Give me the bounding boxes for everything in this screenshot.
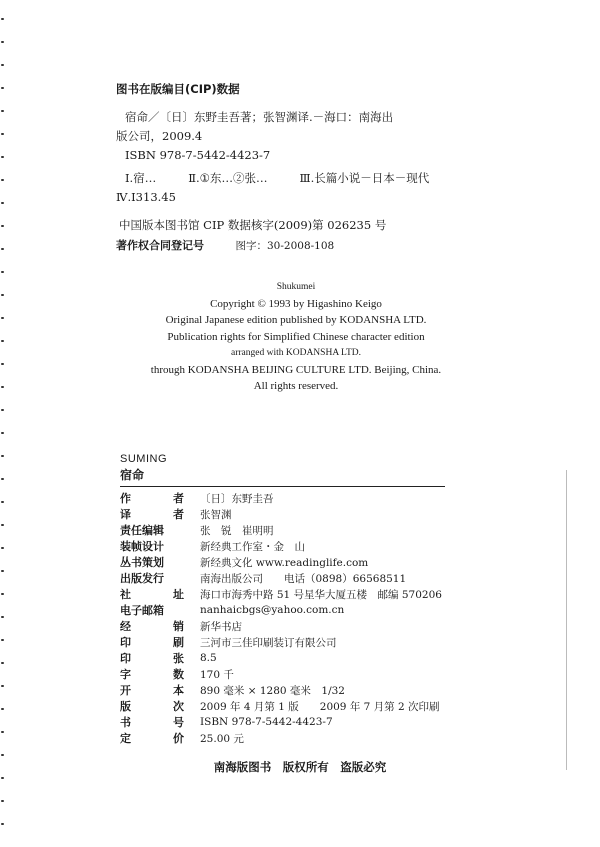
publication-label-part: 译 (120, 508, 131, 521)
publication-label-text (120, 666, 184, 682)
publication-value: 三河市三佳印刷装订有限公司 (200, 636, 337, 649)
publication-row (120, 522, 442, 538)
publication-label-part: 责任编辑 (120, 524, 164, 537)
publication-label-text (120, 634, 184, 650)
cip-class-c: Ⅲ.长篇小说－日本－现代 (299, 171, 430, 185)
publication-label-part: 经 (120, 620, 131, 633)
english-rights-line: Original Japanese edition published by KODANSHA LTD. (165, 314, 427, 326)
binding-mark (1, 409, 4, 411)
publication-label-part: 电子邮箱 (120, 604, 164, 617)
cip-classification (116, 169, 556, 207)
binding-mark (1, 386, 4, 388)
publication-label-text (120, 618, 184, 634)
english-rights-line: arranged with KODANSHA LTD. (231, 348, 361, 358)
english-rights-line: All rights reserved. (253, 380, 339, 392)
publication-value: 890 毫米 × 1280 毫米 1/32 (200, 684, 345, 697)
publication-label (120, 650, 198, 666)
publication-label (120, 714, 198, 730)
binding-mark (1, 731, 4, 733)
publication-label-part: 开 (120, 684, 131, 697)
publication-label (120, 618, 198, 634)
publication-label (120, 586, 198, 602)
cip-line-2: 版公司，2009.4 (116, 129, 203, 143)
title-divider (120, 486, 445, 487)
publication-value: 海口市海秀中路 51 号星华大厦五楼 邮编 570206 (200, 588, 442, 601)
publication-row (120, 586, 442, 602)
book-title-en: SUMING (120, 453, 167, 465)
publication-label-text (120, 714, 184, 730)
publication-value: 新经典文化 www.readinglife.com (200, 556, 369, 569)
publication-row (120, 538, 442, 554)
binding-mark (1, 18, 4, 20)
binding-mark (1, 202, 4, 204)
publication-label-part: 址 (173, 588, 184, 601)
binding-mark (1, 294, 4, 296)
publication-label-part: 印 (120, 652, 131, 665)
publication-label (120, 538, 198, 554)
publication-value: 南海出版公司 电话（0898）66568511 (200, 572, 407, 585)
publication-label (120, 634, 198, 650)
publication-value: 新经典工作室・金 山 (200, 540, 305, 553)
binding-edge (0, 0, 10, 847)
publication-label-part: 者 (173, 492, 184, 505)
english-rights-line: Copyright © 1993 by Higashino Keigo (210, 297, 382, 310)
binding-mark (1, 754, 4, 756)
cip-title: 图书在版编目(CIP)数据 (116, 82, 240, 96)
publication-row (120, 666, 442, 682)
publication-label-part: 印 (120, 636, 131, 649)
binding-mark (1, 271, 4, 273)
publication-label (120, 490, 198, 506)
publication-label-text (120, 522, 184, 538)
english-rights-notice (126, 279, 466, 395)
english-rights-line: Shukumei (276, 282, 316, 292)
publication-row (120, 682, 442, 698)
publication-label-part: 丛书策划 (120, 556, 164, 569)
publication-info (120, 453, 550, 746)
binding-mark (1, 363, 4, 365)
english-rights-line: through KODANSHA BEIJING CULTURE LTD. Beijing, China. (150, 363, 442, 376)
publication-label (120, 522, 198, 538)
publication-label-part: 作 (120, 492, 131, 505)
publication-label (120, 698, 198, 714)
publication-label-part: 出版发行 (120, 572, 164, 585)
binding-mark (1, 501, 4, 503)
publication-label-text (120, 538, 184, 554)
publication-label-text (120, 586, 184, 602)
publication-label (120, 506, 198, 522)
publication-value: 8.5 (200, 652, 217, 664)
english-rights-line: Publication rights for Simplified Chinese character edition (167, 330, 425, 343)
binding-mark (1, 432, 4, 434)
publication-label (120, 730, 198, 746)
binding-mark (1, 225, 4, 227)
publication-table (120, 490, 442, 746)
publication-row (120, 490, 442, 506)
cip-class-b: Ⅱ.①东…②张… (188, 171, 268, 185)
publication-label-part: 字 (120, 668, 131, 681)
publication-value: 新华书店 (200, 620, 242, 633)
binding-mark (1, 41, 4, 43)
publication-label-part: 销 (173, 620, 184, 633)
publication-row (120, 506, 442, 522)
publication-value: 〔日〕东野圭吾 (200, 492, 274, 505)
binding-mark (1, 547, 4, 549)
binding-mark (1, 662, 4, 664)
publication-label-text (120, 554, 184, 570)
binding-mark (1, 524, 4, 526)
publication-label (120, 602, 198, 618)
publication-value: 25.00 元 (200, 732, 244, 745)
binding-mark (1, 685, 4, 687)
publication-label-part: 书 (120, 716, 131, 729)
publication-value: 张 锐 崔明明 (200, 524, 274, 537)
cip-number: 中国版本图书馆 CIP 数据核字(2009)第 026235 号 (119, 218, 387, 232)
cip-class-d: Ⅳ.I313.45 (116, 190, 176, 204)
publication-row (120, 602, 442, 618)
binding-mark (1, 133, 4, 135)
publication-label-part: 社 (120, 588, 131, 601)
publication-label-text (120, 490, 184, 506)
publication-row (120, 634, 442, 650)
publication-label-text (120, 682, 184, 698)
binding-mark (1, 616, 4, 618)
publication-label-part: 定 (120, 732, 131, 745)
binding-mark (1, 156, 4, 158)
publication-row (120, 650, 442, 666)
publication-label-part: 本 (173, 684, 184, 697)
publication-label (120, 554, 198, 570)
footer-notice: 南海版图书 版权所有 盗版必究 (213, 760, 387, 774)
binding-mark (1, 570, 4, 572)
publication-label-part: 号 (173, 716, 184, 729)
publication-row (120, 730, 442, 746)
cip-isbn: ISBN 978-7-5442-4423-7 (125, 148, 271, 162)
publication-label-part: 装帧设计 (120, 540, 164, 553)
publication-label-part: 者 (173, 508, 184, 521)
publication-label-part: 数 (173, 668, 184, 681)
binding-mark (1, 777, 4, 779)
publication-label-text (120, 730, 184, 746)
binding-mark (1, 593, 4, 595)
copyright-registration (116, 237, 334, 253)
publication-row (120, 570, 442, 586)
publication-value: 2009 年 4 月第 1 版 2009 年 7 月第 2 次印刷 (200, 700, 440, 713)
binding-mark (1, 248, 4, 250)
binding-mark (1, 64, 4, 66)
publication-label-text (120, 650, 184, 666)
binding-mark (1, 87, 4, 89)
publication-value: 170 千 (200, 668, 234, 681)
publication-label-text (120, 698, 184, 714)
publication-value: ISBN 978-7-5442-4423-7 (200, 716, 333, 728)
publication-label-part: 版 (120, 700, 131, 713)
publication-label-text (120, 570, 184, 586)
binding-mark (1, 110, 4, 112)
binding-mark (1, 179, 4, 181)
page-edge-rule (566, 470, 567, 770)
binding-mark (1, 708, 4, 710)
copyright-registration-label: 著作权合同登记号 (116, 239, 204, 252)
publication-label (120, 666, 198, 682)
binding-mark (1, 800, 4, 802)
publication-label-text (120, 506, 184, 522)
binding-mark (1, 317, 4, 319)
cip-line-1: 宿命／〔日〕东野圭吾著；张智渊译.－海口：南海出 (125, 110, 394, 124)
publication-label-part: 刷 (173, 636, 184, 649)
publication-row (120, 714, 442, 730)
publication-value: nanhaicbgs@yahoo.com.cn (200, 604, 345, 616)
publication-label-part: 价 (173, 732, 184, 745)
publication-label-text (120, 602, 184, 618)
cip-class-a: Ⅰ.宿… (125, 171, 157, 185)
binding-mark (1, 455, 4, 457)
publication-row (120, 554, 442, 570)
copyright-registration-value: 图字：30-2008-108 (235, 240, 335, 252)
publication-label-part: 次 (173, 700, 184, 713)
publication-label (120, 682, 198, 698)
book-title-zh: 宿命 (120, 468, 145, 482)
binding-mark (1, 478, 4, 480)
publication-value: 张智渊 (200, 508, 232, 521)
binding-mark (1, 340, 4, 342)
publication-label-part: 张 (173, 652, 184, 665)
binding-mark (1, 823, 4, 825)
publication-label (120, 570, 198, 586)
cip-data-block (116, 80, 556, 235)
publication-row (120, 698, 442, 714)
binding-mark (1, 639, 4, 641)
publication-row (120, 618, 442, 634)
